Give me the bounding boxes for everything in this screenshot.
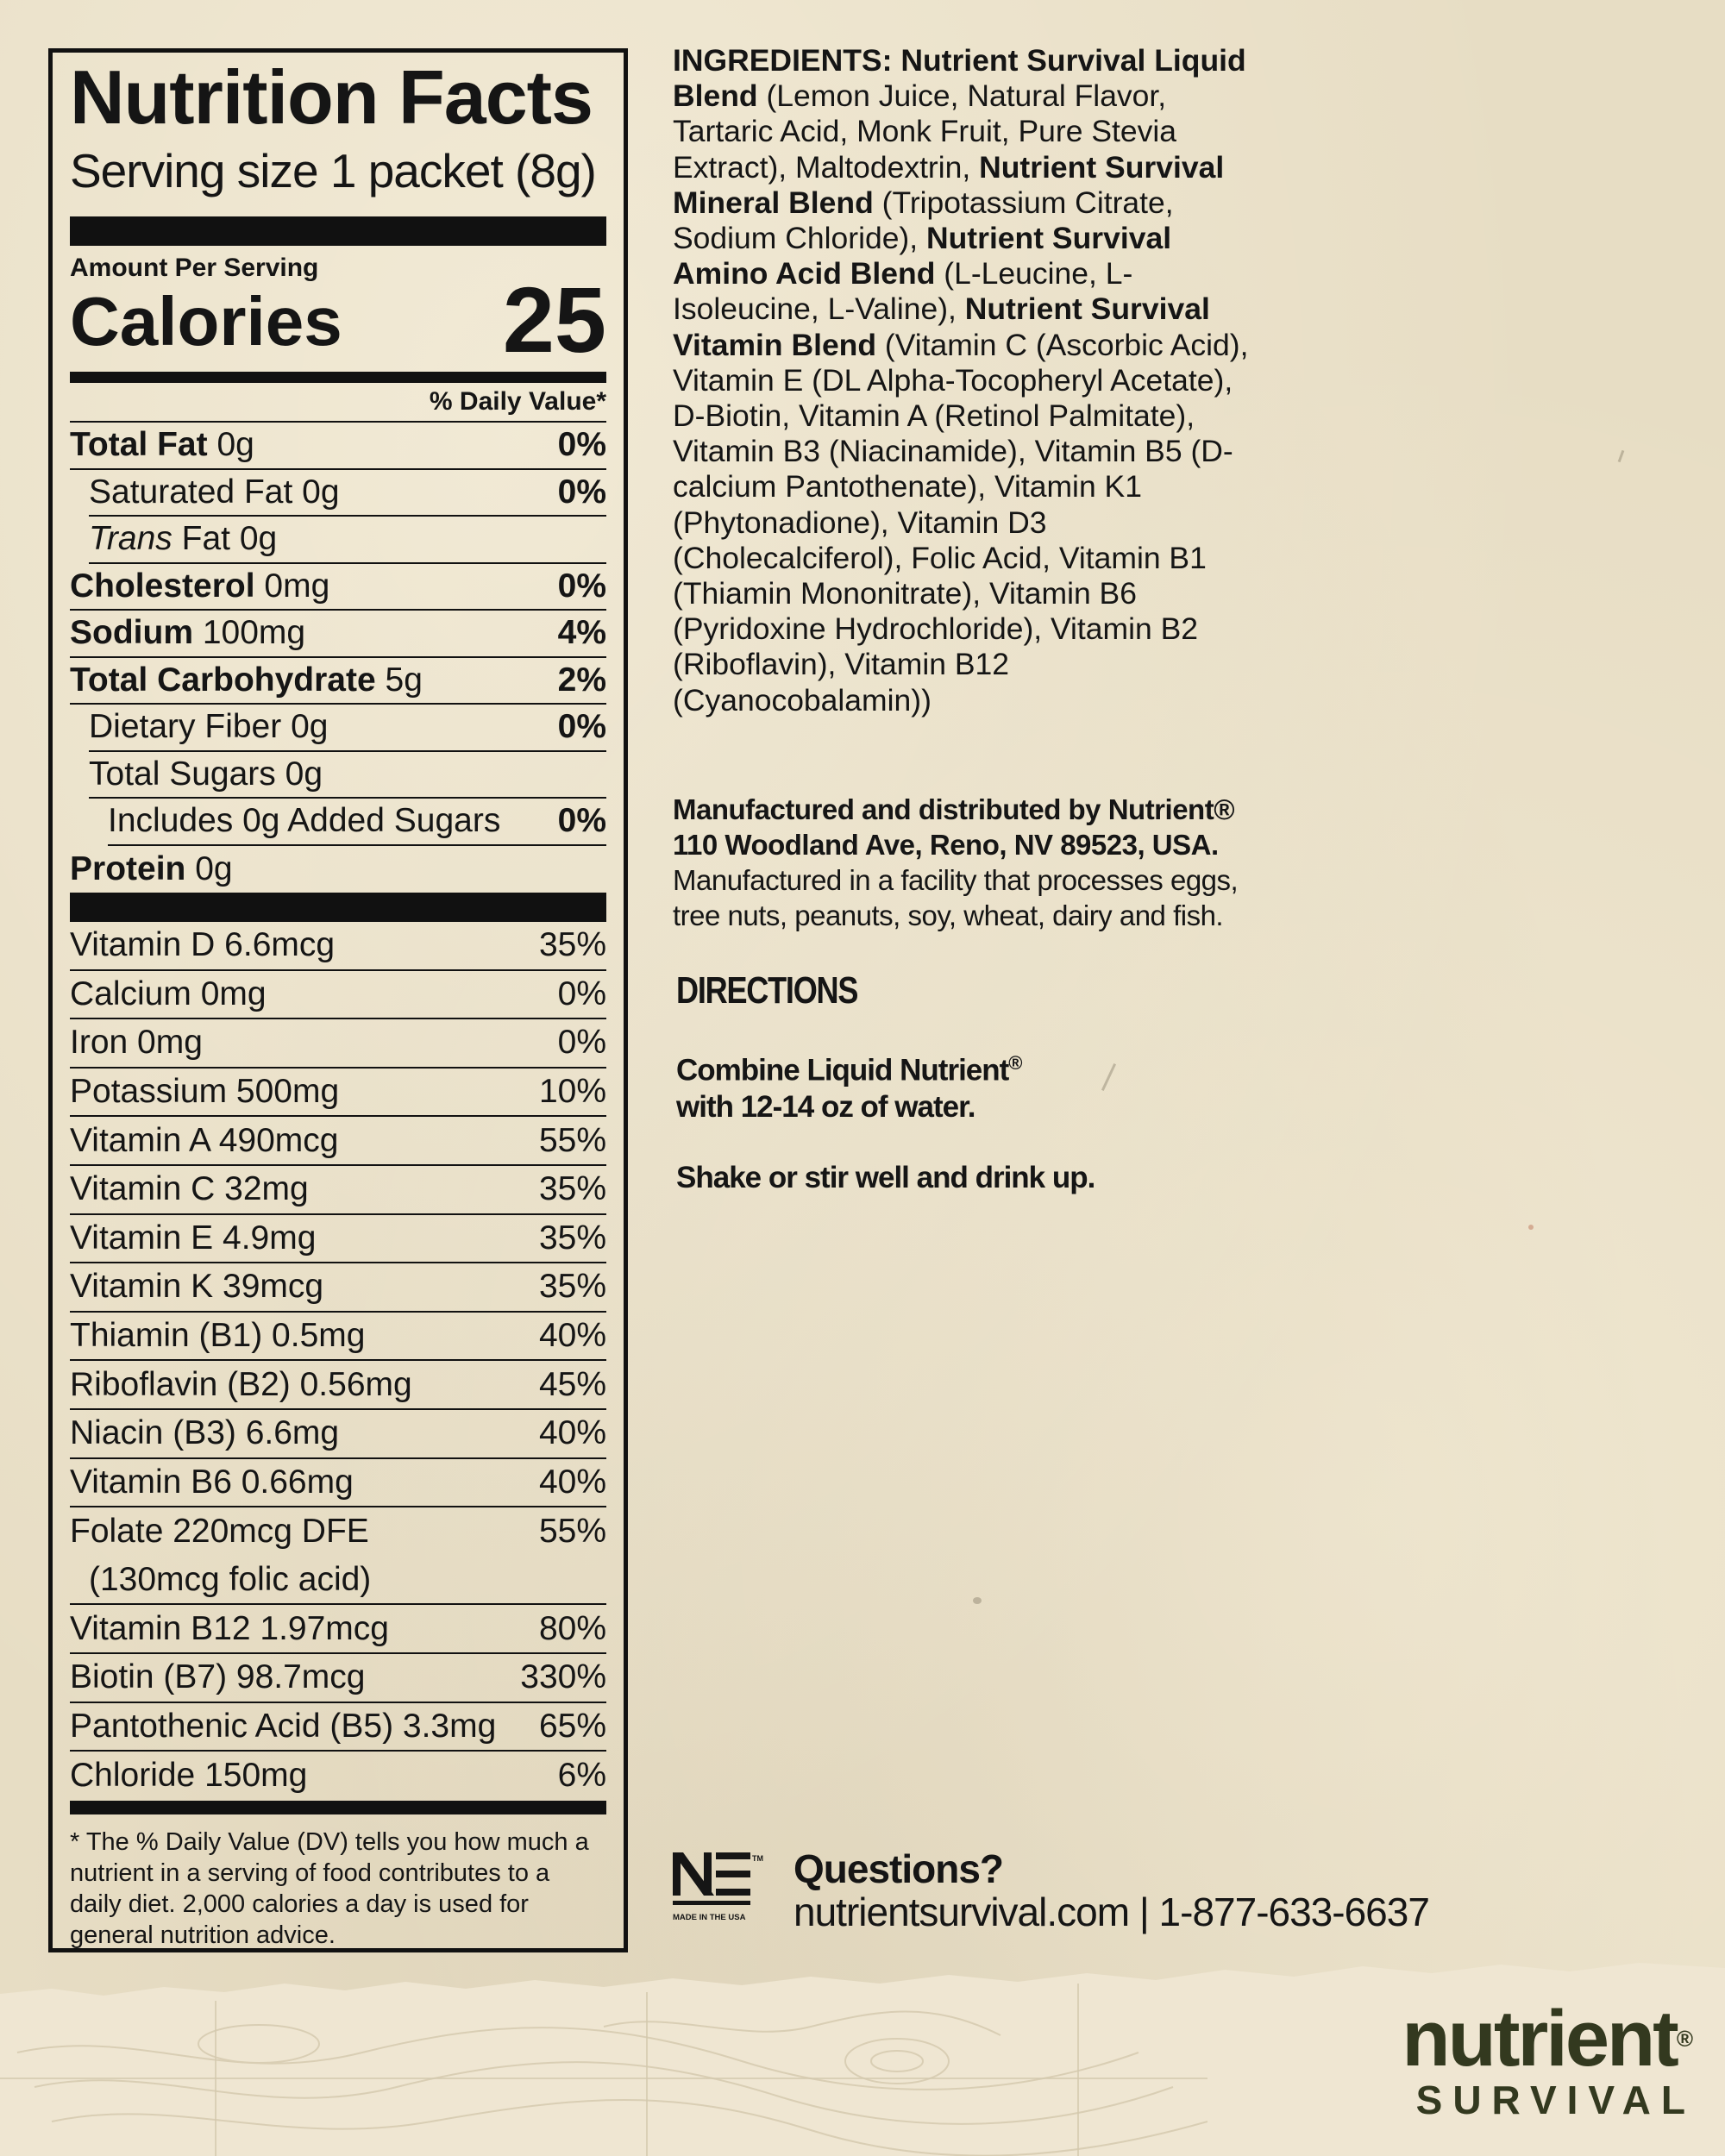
vitamin-pct: 65% [538, 1707, 606, 1745]
nutrient-pct: 0% [557, 708, 606, 746]
vitamin-row [70, 922, 606, 971]
paper-speck [1528, 1225, 1534, 1230]
ingredient-blend-name: Nutrient Survival Liquid Blend [673, 43, 1246, 114]
paper-speck [973, 1597, 982, 1604]
manufacturer-line: Manufactured and distributed by Nutrient® [673, 793, 1235, 825]
nutrient-amount: 5g [385, 661, 423, 699]
calories-label: Calories [70, 283, 342, 360]
vitamin-pct: 40% [538, 1414, 606, 1452]
directions-step-1-b: with 12-14 oz of water. [676, 1089, 975, 1124]
vitamin-pct: 35% [538, 1219, 606, 1257]
nutrient-label: Dietary Fiber [89, 708, 282, 746]
nutrient-amount: 0g [195, 849, 233, 887]
nutrient-row-cholesterol [70, 564, 606, 611]
nutrient-row-total-carbohydrate [70, 658, 606, 705]
nutrient-row-saturated-fat [89, 470, 606, 517]
vitamin-row [70, 1019, 606, 1069]
vitamin-pct: 45% [538, 1365, 606, 1403]
ingredient-blend-contents: (Tripotassium Citrate, Sodium Chloride), [673, 185, 1174, 256]
directions-step-2: Shake or stir well and drink up. [676, 1160, 1095, 1194]
nutrition-facts-panel [48, 48, 628, 1952]
vitamin-row [70, 1703, 606, 1752]
divider-thick [70, 216, 606, 246]
nutrient-pct: 2% [557, 661, 606, 699]
registered-mark: ® [1008, 1052, 1022, 1074]
vitamin-label: Pantothenic Acid (B5) 3.3mg [70, 1707, 497, 1745]
ingredient-blend-contents: (Lemon Juice, Natural Flavor, Tartaric Acid, Monk Fruit, Pure Stevia Extract), Maltodextrin, [673, 78, 1176, 185]
vitamin-row [70, 1654, 606, 1703]
vitamin-label: Riboflavin (B2) 0.56mg [70, 1365, 412, 1403]
ingredient-blend-name: Nutrient Survival Mineral Blend [673, 149, 1225, 220]
nutrient-label: Total Carbohydrate [70, 661, 376, 699]
vitamin-row [70, 1507, 606, 1557]
vitamin-pct: 40% [538, 1317, 606, 1355]
ingredients-label: INGREDIENTS: [673, 43, 893, 78]
nutrition-title: Nutrition Facts [70, 54, 593, 140]
brand-logo [1402, 1995, 1696, 2122]
vitamin-label: Chloride 150mg [70, 1757, 308, 1795]
nutrient-pct: 0% [557, 567, 606, 605]
manufacturer-address: 110 Woodland Ave, Reno, NV 89523, USA. [673, 829, 1219, 861]
vitamin-label: Potassium 500mg [70, 1073, 340, 1111]
nutrient-pct: 0% [557, 473, 606, 511]
vitamin-label: Niacin (B3) 6.6mg [70, 1414, 340, 1452]
nutrient-amount: 0g [285, 755, 323, 793]
brand-subtitle: SURVIVAL [1415, 2078, 1696, 2122]
nutrient-label: Protein [70, 849, 186, 887]
serving-size: Serving size 1 packet (8g) [70, 144, 596, 197]
nutrient-row-dietary-fiber [89, 705, 606, 752]
vitamin-label: Vitamin B6 0.66mg [70, 1463, 354, 1501]
vitamin-label: Iron 0mg [70, 1024, 203, 1062]
vitamin-pct: 80% [538, 1609, 606, 1647]
nutrient-row-total-sugars [89, 752, 606, 799]
vitamin-label: Thiamin (B1) 0.5mg [70, 1317, 366, 1355]
vitamin-pct: 55% [538, 1121, 606, 1159]
nutrient-label: Fat [181, 520, 230, 558]
ingredient-blend-name: Nutrient Survival Vitamin Blend [673, 291, 1210, 362]
nutrient-label: Saturated Fat [89, 473, 293, 511]
vitamin-label: Vitamin A 490mcg [70, 1121, 339, 1159]
nutrient-row-added-sugars [108, 799, 606, 846]
vitamin-label: Calcium 0mg [70, 975, 267, 1012]
nutrient-amount: 0mg [264, 567, 330, 605]
nutrient-label: Includes 0g Added Sugars [108, 802, 501, 840]
vitamin-row [70, 1215, 606, 1264]
vitamin-row [70, 971, 606, 1020]
nutrient-label-italic: Trans [89, 520, 172, 558]
amount-per-serving: Amount Per Serving [70, 254, 319, 282]
vitamin-pct: 35% [538, 1268, 606, 1306]
contact-line: nutrientsurvival.com | 1-877-633-6637 [794, 1890, 1429, 1934]
allergen-line: Manufactured in a facility that processes eggs, [673, 864, 1239, 896]
brand-name [1402, 1995, 1690, 2083]
nutrient-label: Total Fat [70, 426, 208, 464]
brand-name-text: nutrient [1402, 1995, 1677, 2083]
vitamin-pct: 55% [538, 1513, 606, 1551]
vitamin-row [70, 1117, 606, 1166]
vitamin-row [70, 1605, 606, 1654]
nutrient-amount: 0g [239, 520, 278, 558]
ingredients-block [673, 43, 1259, 718]
nutrient-row-trans-fat [89, 517, 606, 564]
ingredient-blend-name: Nutrient Survival Amino Acid Blend [673, 221, 1172, 291]
divider-footnote [70, 1801, 606, 1814]
manufacturer-block [673, 792, 1276, 933]
made-in-usa-caption: MADE IN THE USA [673, 1913, 746, 1922]
vitamin-label: Vitamin C 32mg [70, 1170, 309, 1208]
vitamin-pct: 35% [538, 926, 606, 964]
nutrient-row-protein [70, 846, 606, 893]
dv-footnote: * The % Daily Value (DV) tells you how much a nutrient in a serving of food contributes to a daily diet. 2,000 calories a day is used for general nutrition advice. [70, 1827, 589, 1949]
directions-step-1 [676, 1045, 1194, 1125]
nutrient-amount: 0g [302, 473, 340, 511]
vitamin-row [70, 1459, 606, 1508]
nutrient-label: Cholesterol [70, 567, 255, 605]
nutrient-label: Sodium [70, 614, 193, 652]
ingredient-blend-contents: (L-Leucine, L-Isoleucine, L-Valine), [673, 256, 1133, 327]
directions-title: DIRECTIONS [676, 969, 858, 1012]
nutrient-amount: 100mg [202, 614, 306, 652]
vitamin-pct: 330% [520, 1658, 606, 1696]
vitamin-label: (130mcg folic acid) [89, 1561, 372, 1599]
vitamin-pct: 10% [538, 1073, 606, 1111]
vitamin-pct: 40% [538, 1463, 606, 1501]
nutrient-pct: 0% [557, 426, 606, 464]
directions-text [676, 1045, 1194, 1231]
vitamin-row [70, 1410, 606, 1459]
vitamin-label: Biotin (B7) 98.7mcg [70, 1658, 366, 1696]
directions-step-1-a: Combine Liquid Nutrient [676, 1053, 1009, 1087]
vitamin-row [70, 1752, 606, 1801]
vitamin-row [70, 1166, 606, 1215]
ingredient-blend-contents: (Vitamin C (Ascorbic Acid), Vitamin E (DL Alpha-Tocopheryl Acetate), D-Biotin, Vitamin A (Retinol Palmitate), Vitamin B3 (Niacinamide), Vitamin B5 (D-calcium Pantothenate), Vitamin K1 (Phytonadione), Vitamin D3 (Cholecalciferol), Folic Acid, Vitamin B1 (Thiamin Mononitrate), Vitamin B6 (Pyridoxine Hydrochloride), Vitamin B2 (Riboflavin), Vitamin B12 (Cyanocobalamin)) [673, 327, 1249, 718]
vitamin-label: Vitamin B12 1.97mcg [70, 1609, 389, 1647]
vitamin-list [70, 922, 606, 1801]
registered-mark: ® [1676, 2026, 1690, 2052]
vitamin-pct: 6% [557, 1757, 606, 1795]
nutrient-pct: 0% [557, 802, 606, 840]
ne-logo-icon [673, 1852, 763, 1927]
nutrient-row-total-fat [70, 423, 606, 470]
vitamin-row [70, 1313, 606, 1362]
vitamin-row [70, 1069, 606, 1118]
vitamin-label: Vitamin D 6.6mcg [70, 926, 336, 964]
vitamin-pct: 35% [538, 1170, 606, 1208]
vitamin-label: Vitamin K 39mcg [70, 1268, 324, 1306]
questions-title: Questions? [794, 1846, 1004, 1891]
vitamin-pct: 0% [557, 1024, 606, 1062]
vitamin-pct: 0% [557, 975, 606, 1012]
calories-value: 25 [502, 267, 606, 372]
trademark-mark: TM [752, 1854, 763, 1863]
divider-thick-protein [70, 893, 606, 922]
nutrient-amount: 0g [216, 426, 254, 464]
vitamin-label: Vitamin E 4.9mg [70, 1219, 317, 1257]
allergen-line: tree nuts, peanuts, soy, wheat, dairy and fish. [673, 899, 1224, 931]
nutrient-pct: 4% [557, 614, 606, 652]
divider-medium [70, 372, 606, 383]
nutrient-amount: 0g [291, 708, 329, 746]
vitamin-row [70, 1361, 606, 1410]
vitamin-row [70, 1263, 606, 1313]
vitamin-row [70, 1557, 606, 1606]
vitamin-label: Folate 220mcg DFE [70, 1513, 369, 1551]
daily-value-header: % Daily Value* [70, 383, 606, 423]
nutrient-label: Total Sugars [89, 755, 276, 793]
nutrient-row-sodium [70, 611, 606, 658]
